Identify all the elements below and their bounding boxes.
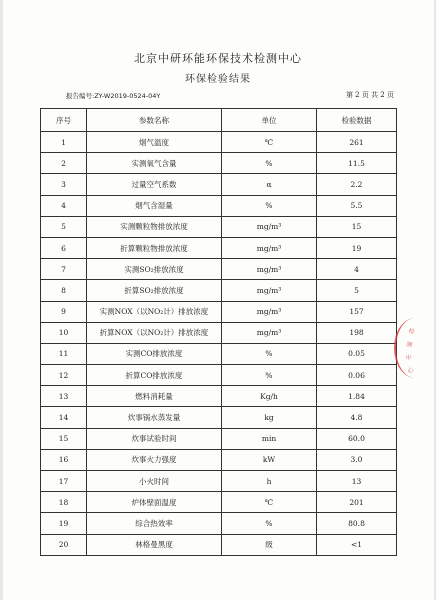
header-unit: 单位 — [222, 109, 317, 132]
row-parameter: 实测NOX（以NO₂计）排放浓度 — [87, 301, 222, 322]
row-unit: mg/m³ — [222, 280, 317, 301]
table-row — [41, 407, 397, 428]
table-row — [41, 449, 397, 470]
table-row — [41, 492, 397, 513]
svg-text:心: 心 — [406, 366, 415, 375]
row-index: 8 — [41, 280, 87, 301]
row-value: 19 — [317, 237, 397, 258]
row-parameter: 折算颗粒物排放浓度 — [87, 237, 222, 258]
row-parameter: 烟气温度 — [87, 132, 222, 153]
row-index: 2 — [41, 153, 87, 174]
row-index: 9 — [41, 301, 87, 322]
row-value: 5 — [317, 280, 397, 301]
row-index: 6 — [41, 237, 87, 258]
table-row — [41, 513, 397, 534]
row-value: 2.2 — [317, 174, 397, 195]
row-index: 12 — [41, 365, 87, 386]
row-parameter: 折算CO排放浓度 — [87, 365, 222, 386]
row-parameter: 炊事试验时间 — [87, 428, 222, 449]
row-value: 0.05 — [317, 343, 397, 364]
row-unit: % — [222, 365, 317, 386]
table-row — [41, 153, 397, 174]
table-row — [41, 195, 397, 216]
row-unit: mg/m³ — [222, 237, 317, 258]
row-value: 4.8 — [317, 407, 397, 428]
row-index: 16 — [41, 449, 87, 470]
table-row — [41, 237, 397, 258]
row-value: <1 — [317, 534, 397, 555]
table-row — [41, 365, 397, 386]
row-parameter: 炊事锅水蒸发量 — [87, 407, 222, 428]
row-unit: kg — [222, 407, 317, 428]
row-value: 11.5 — [317, 153, 397, 174]
row-parameter: 综合热效率 — [87, 513, 222, 534]
row-parameter: 林格曼黑度 — [87, 534, 222, 555]
table-body — [41, 132, 397, 556]
row-value: 5.5 — [317, 195, 397, 216]
seal-lettering — [396, 318, 436, 378]
row-unit: % — [222, 513, 317, 534]
row-parameter: 折算SO₂排放浓度 — [87, 280, 222, 301]
row-index: 14 — [41, 407, 87, 428]
row-index: 5 — [41, 216, 87, 237]
results-table — [40, 108, 397, 556]
row-index: 1 — [41, 132, 87, 153]
row-value: 157 — [317, 301, 397, 322]
row-value: 201 — [317, 492, 397, 513]
row-value: 15 — [317, 216, 397, 237]
row-parameter: 小火时间 — [87, 471, 222, 492]
row-unit: 级 — [222, 534, 317, 555]
header-index: 序号 — [41, 109, 87, 132]
table-row — [41, 132, 397, 153]
table-row — [41, 343, 397, 364]
row-index: 18 — [41, 492, 87, 513]
row-unit: mg/m³ — [222, 259, 317, 280]
table-row — [41, 280, 397, 301]
table-row — [41, 471, 397, 492]
row-value: 80.8 — [317, 513, 397, 534]
row-unit: min — [222, 428, 317, 449]
row-unit: kW — [222, 449, 317, 470]
row-value: 60.0 — [317, 428, 397, 449]
header-value: 检验数据 — [317, 109, 397, 132]
row-parameter: 炊事火力强度 — [87, 449, 222, 470]
row-parameter: 实测SO₂排放浓度 — [87, 259, 222, 280]
scan-edge-left — [0, 0, 3, 600]
row-parameter: 折算NOX（以NO₂计）排放浓度 — [87, 322, 222, 343]
svg-text:测: 测 — [405, 341, 413, 350]
report-number: 报告编号:ZY-W2019-0524-04Y — [66, 92, 161, 100]
table-row — [41, 259, 397, 280]
document-title: 环保检验结果 — [185, 74, 251, 85]
row-value: 13 — [317, 471, 397, 492]
table-row — [41, 301, 397, 322]
header-parameter: 参数名称 — [87, 109, 222, 132]
table-row — [41, 428, 397, 449]
row-unit: h — [222, 471, 317, 492]
row-unit: α — [222, 174, 317, 195]
row-unit: Kg/h — [222, 386, 317, 407]
row-value: 1.84 — [317, 386, 397, 407]
row-index: 20 — [41, 534, 87, 555]
row-parameter: 过量空气系数 — [87, 174, 222, 195]
row-parameter: 炉体壁面温度 — [87, 492, 222, 513]
table-row — [41, 386, 397, 407]
row-unit: % — [222, 195, 317, 216]
row-unit: ℃ — [222, 492, 317, 513]
svg-text:检: 检 — [407, 327, 416, 336]
table-row — [41, 216, 397, 237]
row-parameter: 烟气含湿量 — [87, 195, 222, 216]
row-value: 3.0 — [317, 449, 397, 470]
row-index: 4 — [41, 195, 87, 216]
row-index: 3 — [41, 174, 87, 195]
organization-title: 北京中研环能环保技术检测中心 — [134, 52, 302, 65]
row-index: 15 — [41, 428, 87, 449]
row-unit: ℃ — [222, 132, 317, 153]
row-index: 17 — [41, 471, 87, 492]
table-row — [41, 174, 397, 195]
table-row — [41, 322, 397, 343]
table-row — [41, 534, 397, 555]
page-number: 第 2 页 共 2 页 — [345, 91, 394, 99]
row-parameter: 实测颗粒物排放浓度 — [87, 216, 222, 237]
row-index: 10 — [41, 322, 87, 343]
row-index: 13 — [41, 386, 87, 407]
red-seal-stamp — [394, 318, 436, 378]
table-header-row — [41, 109, 397, 132]
row-unit: % — [222, 343, 317, 364]
row-value: 198 — [317, 322, 397, 343]
row-unit: % — [222, 153, 317, 174]
row-unit: mg/m³ — [222, 216, 317, 237]
row-parameter: 燃料消耗量 — [87, 386, 222, 407]
row-value: 4 — [317, 259, 397, 280]
row-parameter: 实测CO排放浓度 — [87, 343, 222, 364]
row-index: 11 — [41, 343, 87, 364]
row-value: 0.06 — [317, 365, 397, 386]
row-parameter: 实测氧气含量 — [87, 153, 222, 174]
row-index: 7 — [41, 259, 87, 280]
row-unit: mg/m³ — [222, 301, 317, 322]
svg-text:中: 中 — [405, 354, 413, 362]
row-value: 261 — [317, 132, 397, 153]
row-unit: mg/m³ — [222, 322, 317, 343]
row-index: 19 — [41, 513, 87, 534]
